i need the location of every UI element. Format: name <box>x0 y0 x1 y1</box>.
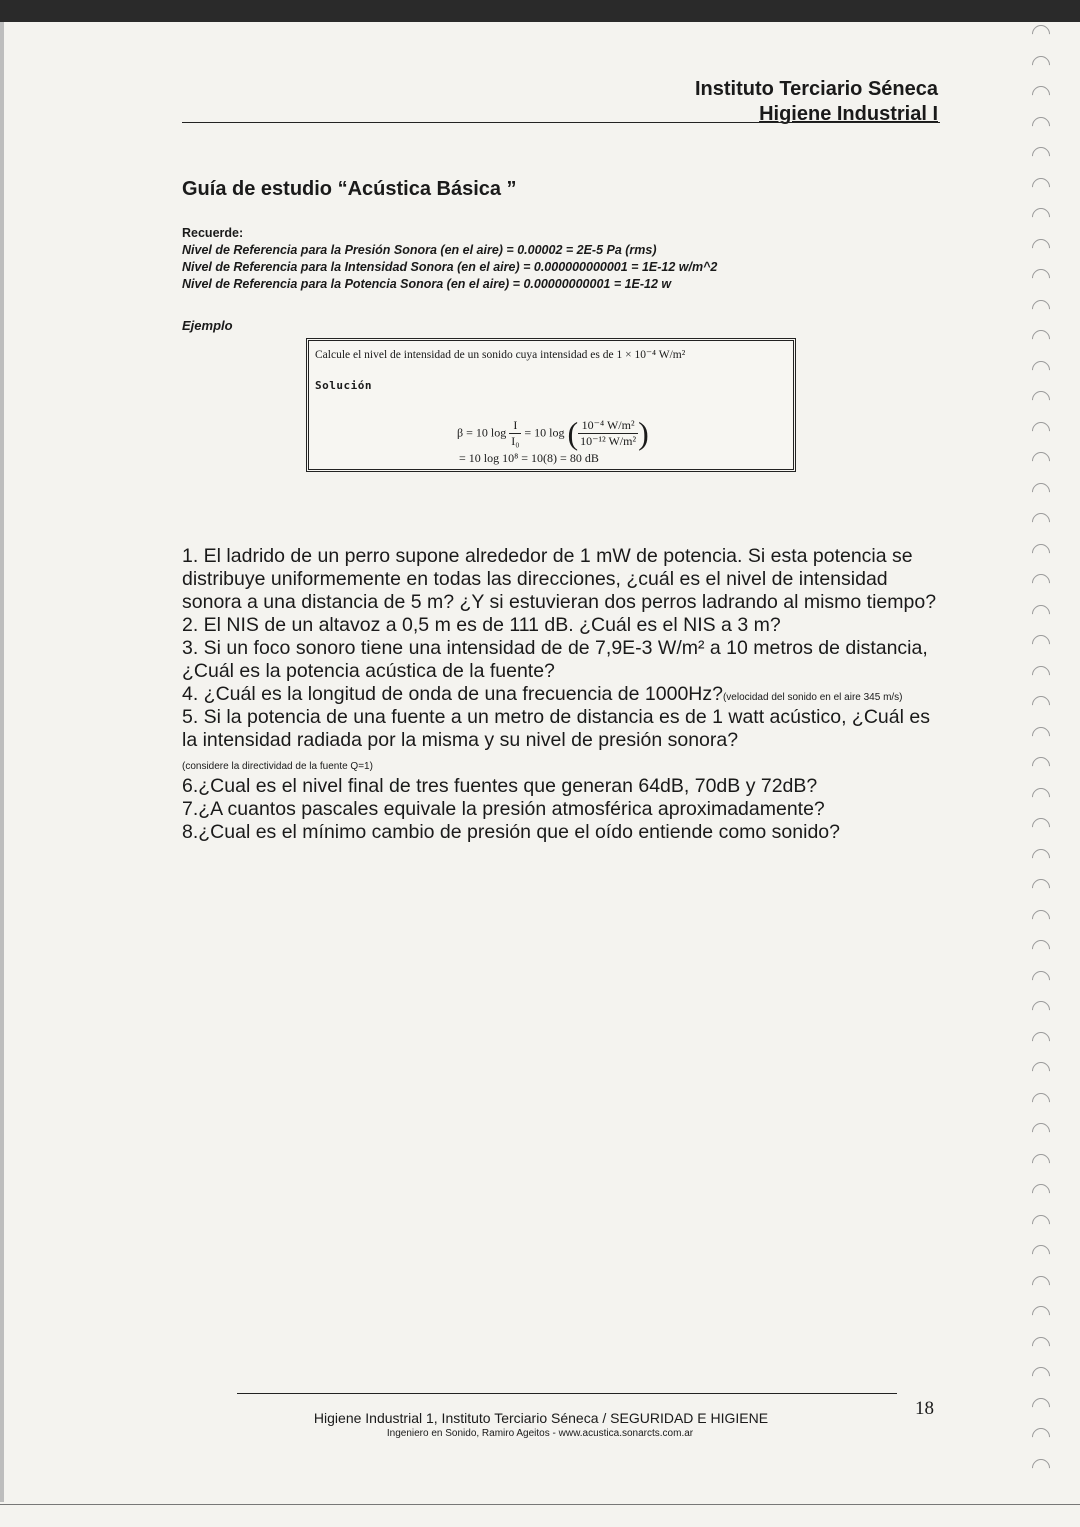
binder-ring <box>1028 845 1053 870</box>
binder-ring <box>1028 936 1053 961</box>
binder-ring <box>1028 357 1053 382</box>
question-item <box>182 775 942 798</box>
binder-ring <box>1028 1302 1053 1327</box>
eq-beta: β = 10 log <box>457 425 507 440</box>
binder-ring <box>1028 52 1053 77</box>
question-item <box>182 798 942 821</box>
binder-rings <box>1032 25 1058 1505</box>
binder-ring <box>1028 448 1053 473</box>
question-text: 2. El NIS de un altavoz a 0,5 m es de 111 dB. ¿Cuál es el NIS a 3 m? <box>182 614 781 636</box>
question-text: 1. El ladrido de un perro supone alrededor de 1 mW de potencia. Si esta potencia se distribuye uniformemente en todas las direcciones, ¿cuál es el nivel de intensidad sonora a una distancia de 5 m? ¿Y si estuvieran dos perros ladrando al mismo tiempo? <box>182 545 937 613</box>
frac-denominator: I₀ <box>511 434 520 448</box>
binder-ring <box>1028 113 1053 138</box>
eq-mid: = 10 log <box>524 425 565 440</box>
binder-ring <box>1028 387 1053 412</box>
example-question: Calcule el nivel de intensidad de un sonido cuya intensidad es de 1 × 10⁻⁴ W/m² <box>315 349 686 361</box>
question-text: 8.¿Cual es el mínimo cambio de presión que el oído entiende como sonido? <box>182 821 840 843</box>
binder-ring <box>1028 1363 1053 1388</box>
question-item <box>182 637 942 683</box>
binder-ring <box>1028 692 1053 717</box>
reference-line-power: Nivel de Referencia para la Potencia Sonora (en el aire) = 0.00000000001 = 1E-12 w <box>182 277 672 291</box>
binder-ring <box>1028 509 1053 534</box>
header-divider <box>182 122 940 123</box>
frac-numerator: I <box>509 418 521 434</box>
page-number: 18 <box>915 1398 934 1419</box>
question-item <box>182 545 942 614</box>
binder-ring <box>1028 265 1053 290</box>
remember-label: Recuerde: <box>182 226 244 240</box>
binder-ring <box>1028 1150 1053 1175</box>
binder-ring <box>1028 753 1053 778</box>
question-text: 5. Si la potencia de una fuente a un metro de distancia es de 1 watt acústico, ¿Cuál es la intensidad radiada por la misma y su nivel de presión sonora? <box>182 706 930 751</box>
footer-line-1: Higiene Industrial 1, Instituto Terciario Séneca / SEGURIDAD E HIGIENE <box>313 1410 769 1426</box>
fraction-i-over-i0 <box>509 418 521 449</box>
binder-ring <box>1028 997 1053 1022</box>
left-paren: ( <box>567 415 579 451</box>
institution-name: Instituto Terciario Séneca <box>694 78 938 100</box>
binder-ring <box>1028 418 1053 443</box>
binder-ring <box>1028 82 1053 107</box>
right-paren: ) <box>638 415 649 451</box>
footer-line-2: Ingeniero en Sonido, Ramiro Ageitos - www.acustica.sonarcts.com.ar <box>386 1428 694 1439</box>
binder-ring <box>1028 1455 1053 1480</box>
question-text: 6.¿Cual es el nivel final de tres fuentes que generan 64dB, 70dB y 72dB? <box>182 775 818 797</box>
binder-ring <box>1028 570 1053 595</box>
binder-ring <box>1028 1333 1053 1358</box>
solution-label: Solución <box>315 379 372 392</box>
values-numerator: 10⁻⁴ W/m² <box>578 418 638 434</box>
binder-ring <box>1028 1180 1053 1205</box>
binder-ring <box>1028 296 1053 321</box>
binder-ring <box>1028 967 1053 992</box>
example-box <box>306 338 796 472</box>
question-item <box>182 821 942 844</box>
question-item <box>182 614 942 637</box>
binder-ring <box>1028 906 1053 931</box>
binder-ring <box>1028 1058 1053 1083</box>
question-note: (velocidad del sonido en el aire 345 m/s) <box>722 692 903 703</box>
example-label: Ejemplo <box>182 318 233 333</box>
binder-ring <box>1028 540 1053 565</box>
binder-ring <box>1028 1119 1053 1144</box>
binder-ring <box>1028 1241 1053 1266</box>
values-denominator: 10⁻¹² W/m² <box>580 434 637 448</box>
question-text: 7.¿A cuantos pascales equivale la presión atmosférica aproximadamente? <box>182 798 825 820</box>
reference-line-intensity: Nivel de Referencia para la Intensidad Sonora (en el aire) = 0.000000000001 = 1E-12 w/m^2 <box>182 260 718 274</box>
binder-ring <box>1028 784 1053 809</box>
binder-ring <box>1028 1272 1053 1297</box>
reference-levels <box>182 225 717 293</box>
binder-ring <box>1028 1028 1053 1053</box>
question-item <box>182 706 942 775</box>
binder-ring <box>1028 326 1053 351</box>
scan-top-border <box>0 0 1080 22</box>
fraction-values <box>578 418 638 449</box>
reference-line-pressure: Nivel de Referencia para la Presión Sonora (en el aire) = 0.00002 = 2E-5 Pa (rms) <box>182 243 657 257</box>
equation-line-1 <box>457 415 649 452</box>
question-list <box>182 545 942 844</box>
equation-line-2: = 10 log 10⁸ = 10(8) = 80 dB <box>459 451 599 465</box>
binder-ring <box>1028 1211 1053 1236</box>
page-title: Guía de estudio “Acústica Básica ” <box>182 178 517 200</box>
binder-ring <box>1028 601 1053 626</box>
binder-ring <box>1028 875 1053 900</box>
page-header <box>695 77 938 127</box>
question-text: 4. ¿Cuál es la longitud de onda de una frecuencia de 1000Hz? <box>182 683 723 705</box>
binder-ring <box>1028 204 1053 229</box>
scan-left-edge <box>0 22 4 1502</box>
binder-ring <box>1028 235 1053 260</box>
binder-ring <box>1028 814 1053 839</box>
binder-ring <box>1028 631 1053 656</box>
binder-ring <box>1028 1089 1053 1114</box>
binder-ring <box>1028 662 1053 687</box>
footer-divider <box>237 1393 897 1394</box>
question-note: (considere la directividad de la fuente Q=1) <box>182 761 373 772</box>
course-name: Higiene Industrial I <box>759 103 938 125</box>
binder-ring <box>1028 479 1053 504</box>
scan-bottom-edge <box>0 1504 1080 1505</box>
question-item <box>182 683 942 706</box>
binder-ring <box>1028 723 1053 748</box>
binder-ring <box>1028 143 1053 168</box>
binder-ring <box>1028 174 1053 199</box>
binder-ring <box>1028 21 1053 46</box>
question-text: 3. Si un foco sonoro tiene una intensidad de de 7,9E-3 W/m² a 10 metros de distancia, ¿Cuál es la potencia acústica de la fuente? <box>182 637 928 682</box>
